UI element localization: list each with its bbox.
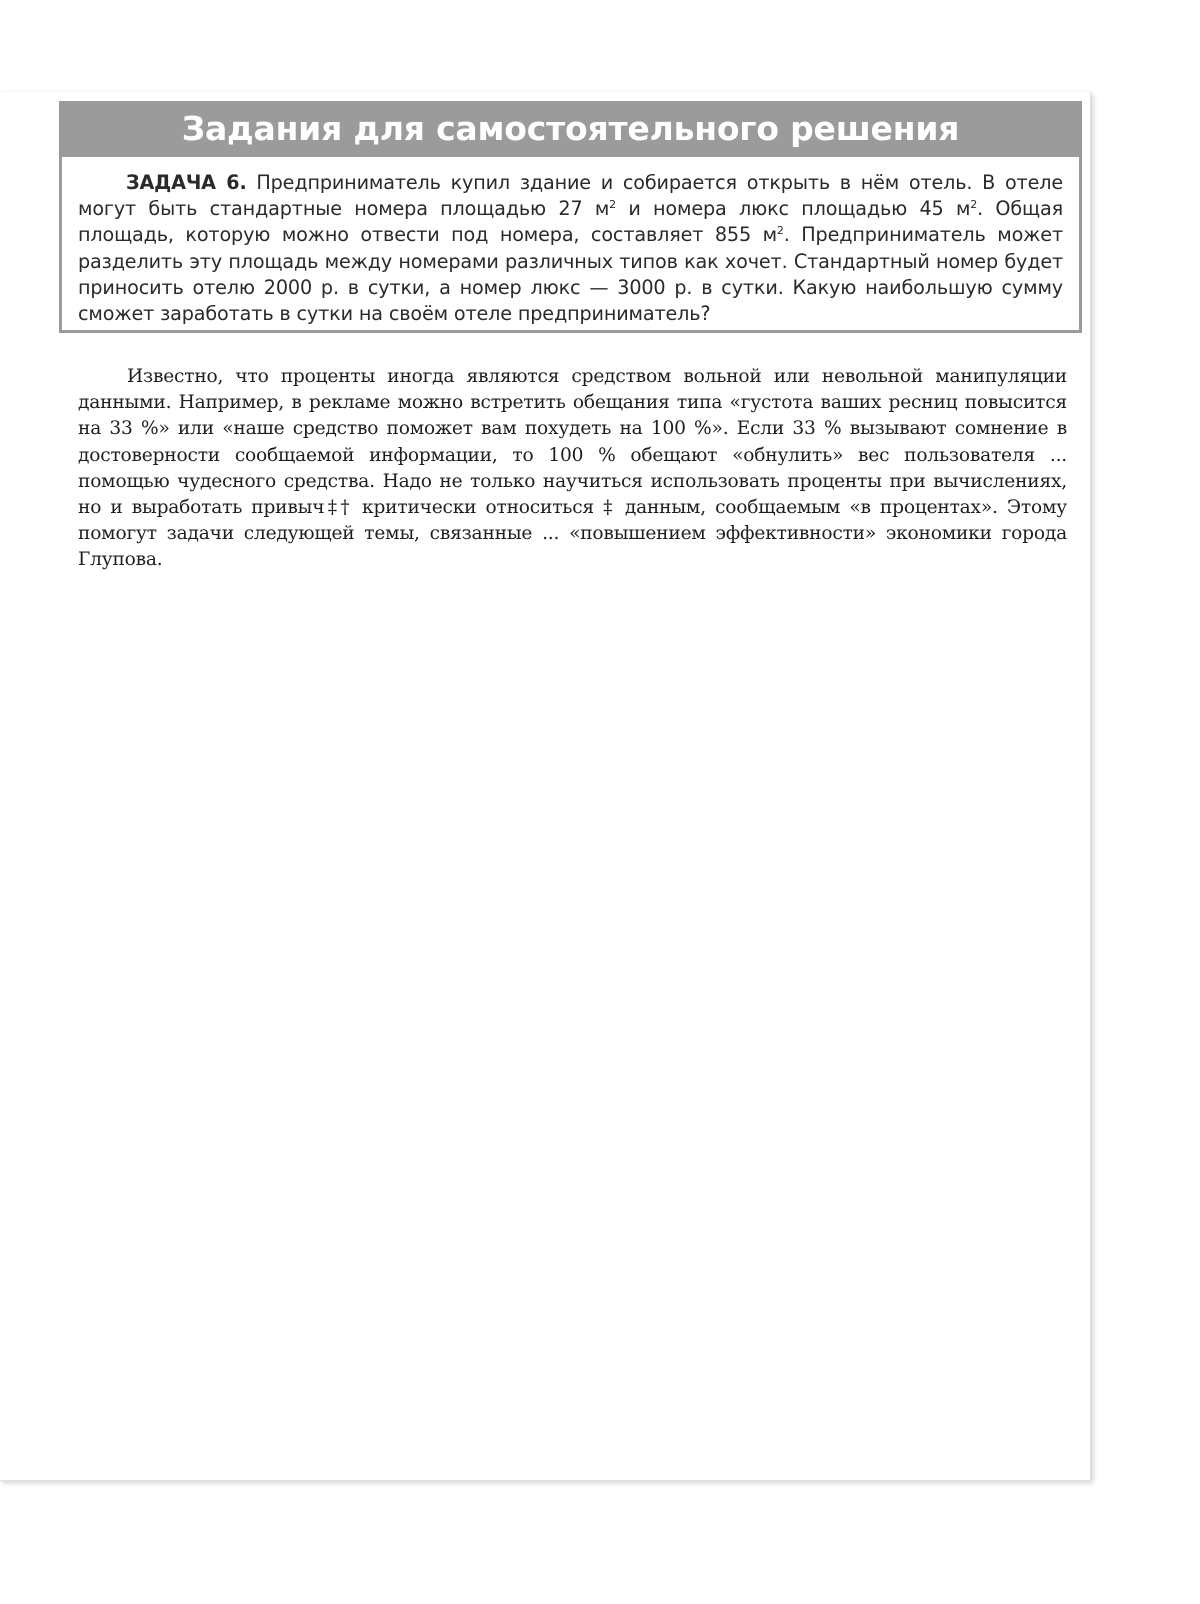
superscript-3: 2 [776,224,784,238]
main-paragraph: Известно, что проценты иногда являются средством вольной или невольной манипуляции данными. Например, в рекламе можно встретить обещания типа «густота ваших ресниц повысится на 33 %» или «наше средство поможет вам похудеть на 100 %». Если 33 % вызывают сомнение в достоверности сообщаемой информации, то 100 % обещают «обнулить» вес пользователя ... помощью чудесного средства. Надо не только научиться использовать проценты при вычислениях, но и выработать привыч‡† критически относиться ‡ данным, сообщаемым «в процентах». Этому помогут задачи следующей темы, связанные ... «повышением эффективности» экономики города Глупова. [78,366,1067,571]
task-text-part-1: Предприниматель купил здание и собирается открыть в нём отель. В отеле могут быть стандартные номера площадью 27 м [78,171,1063,221]
superscript-2: 2 [970,198,978,212]
task-text-part-2: и номера люкс площадью 45 м [616,197,971,221]
task-label: ЗАДАЧА 6. [126,171,247,194]
document-page [0,92,1091,1481]
superscript-1: 2 [609,198,617,212]
task-text-part-3: . Общая площадь, которую можно отвести под номера, составляет 855 м [78,197,1063,247]
section-header: Задания для самостоятельного решения [62,104,1079,157]
task-text [62,157,1079,327]
task-box [59,101,1082,333]
task-text-part-4: . Предприниматель может разделить эту площадь между номерами различных типов как хочет. Стандартный номер будет приносить отелю 2000 р. в сутки, а номер люкс — 3000 р. в сутки. Какую наибольшую сумму сможет заработать в сутки на своём отеле предприниматель? [78,223,1063,326]
